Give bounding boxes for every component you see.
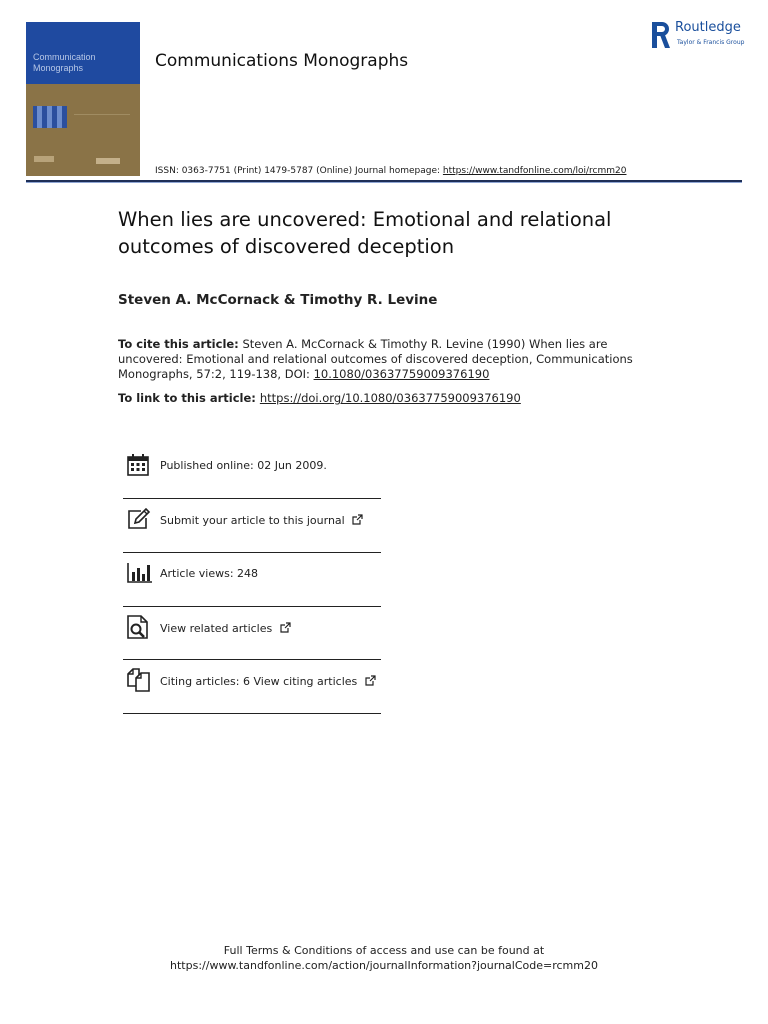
submit-article-link[interactable] <box>160 514 363 527</box>
documents-icon <box>127 668 151 692</box>
citing-articles-label: Citing articles: 6 View citing articles <box>160 675 358 688</box>
cover-title-line2: Monographs <box>33 63 84 73</box>
article-doi-url[interactable]: https://doi.org/10.1080/03637759009376190 <box>259 391 521 405</box>
footer-terms-url[interactable]: https://www.tandfonline.com/action/journalInformation?journalCode=rcmm20 <box>170 959 598 972</box>
doi-link[interactable]: 10.1080/03637759009376190 <box>313 367 490 381</box>
list-item-related[interactable] <box>123 607 381 660</box>
issn-line <box>155 166 626 176</box>
published-date: Published online: 02 Jun 2009. <box>160 459 327 472</box>
related-articles-link[interactable] <box>160 622 291 635</box>
citing-articles-link[interactable] <box>160 675 376 688</box>
cover-rule <box>74 114 130 115</box>
routledge-r-icon <box>652 22 670 48</box>
journal-homepage-link[interactable]: https://www.tandfonline.com/loi/rcmm20 <box>442 166 627 176</box>
article-title: When lies are uncovered: Emotional and relational outcomes of discovered deception <box>118 208 612 258</box>
search-document-icon <box>127 615 149 639</box>
article-info-list <box>123 446 381 714</box>
bar-chart-icon <box>127 562 153 584</box>
footer-line1: Full Terms & Conditions of access and use can be found at <box>223 944 545 957</box>
article-authors: Steven A. McCornack & Timothy R. Levine <box>118 292 438 308</box>
journal-title[interactable]: Communications Monographs <box>155 51 409 71</box>
external-link-icon <box>280 622 291 633</box>
related-articles-label: View related articles <box>160 622 273 635</box>
citation-text: Steven A. McCornack & Timothy R. Levine (1990) When lies are uncovered: Emotional and relational outcomes of discovered deception, Communications Monographs, 57:2, 119-138, DOI: <box>118 337 633 381</box>
article-views: Article views: 248 <box>160 567 259 580</box>
footer-terms <box>0 943 768 973</box>
link-label: To link to this article: <box>118 391 260 405</box>
header-divider-accent <box>26 182 742 183</box>
cover-title-line1: Communication <box>33 52 96 62</box>
external-link-icon <box>352 514 363 525</box>
external-link-icon <box>365 675 376 686</box>
cover-publisher-mark <box>34 156 54 162</box>
cover-title <box>33 52 96 74</box>
list-item-citing[interactable] <box>123 660 381 714</box>
edit-icon <box>127 508 151 530</box>
article-link-block <box>118 391 521 405</box>
journal-cover-image <box>26 22 140 176</box>
brand-name: Routledge <box>675 20 741 35</box>
list-item-views <box>123 553 381 607</box>
citation-block <box>118 337 658 382</box>
cover-logo-mark <box>96 158 120 164</box>
list-item-published <box>123 446 381 499</box>
list-item-submit[interactable] <box>123 499 381 553</box>
citation-label: To cite this article: <box>118 337 239 351</box>
cover-graphic <box>33 106 67 128</box>
brand-subtitle: Taylor & Francis Group <box>677 39 745 46</box>
calendar-icon <box>127 454 149 476</box>
issn-text: ISSN: 0363-7751 (Print) 1479-5787 (Online) Journal homepage: <box>155 166 443 176</box>
submit-article-label: Submit your article to this journal <box>160 514 345 527</box>
